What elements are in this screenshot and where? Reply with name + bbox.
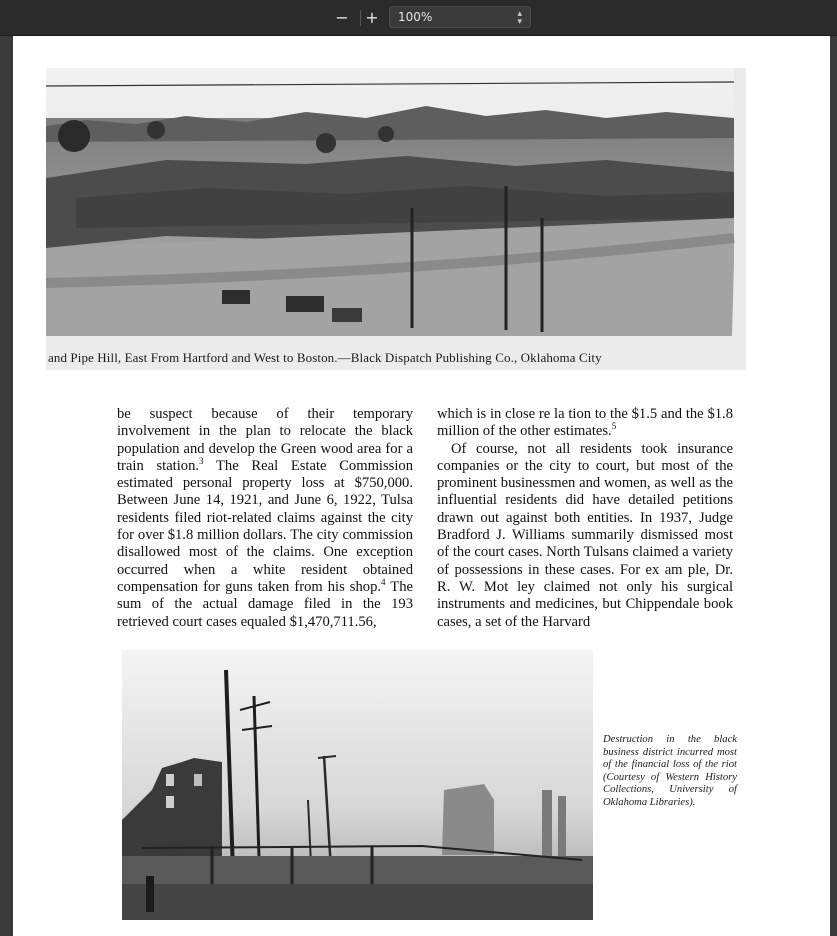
footnote-ref: 4 (381, 577, 386, 588)
footnote-ref: 3 (199, 456, 204, 467)
text-column-left (117, 406, 413, 631)
document-page (13, 36, 830, 936)
zoom-level-select[interactable] (389, 6, 531, 28)
paragraph-text: which is in close re la tion to the $1.5 and the $1.8 million of the other estimates. (437, 406, 733, 440)
text-column-right (437, 406, 733, 631)
chevron-updown-icon: ▴ ▾ (517, 9, 522, 27)
paragraph-text: The sum of the actual damage filed in the 193 retrieved court cases equaled $1,470,711.56, (117, 578, 413, 630)
ruins-photo (122, 650, 593, 920)
zoom-in-button[interactable]: + (365, 8, 379, 27)
paragraph-text: be suspect because of their temporary involvement in the plan to relocate the black population and develop the Green wood area for a train station. (117, 406, 413, 474)
panorama-image (46, 68, 746, 370)
footnote-ref: 5 (611, 421, 617, 432)
photo-caption: Destruction in the black business district incurred most of the financial loss of the riot (Courtesy of Western History Collections, University of Oklahoma Libraries). (603, 734, 737, 808)
paragraph (117, 406, 413, 631)
paragraph: Of course, not all residents took insurance companies or the city to court, but most of the prominent businessmen and women, as well as the influential residents did have detailed petitions drawn out against both entities. In 1937, Judge Bradford J. Williams summarily dismissed most of the court cases. North Tulsans claimed a variety of possessions in these cases. For ex am ple, Dr. R. W. Mot ley claimed not only his surgical instruments and medicines, but Chippendale book cases, a set of the Harvard (437, 440, 733, 630)
zoom-level-value: 100% (398, 10, 433, 24)
panorama-photo (46, 68, 746, 370)
zoom-out-button[interactable]: − (335, 8, 349, 27)
viewer-toolbar (0, 0, 837, 36)
paragraph-text: The Real Estate Commission estimated personal property loss at $750,000. Between June 14, 1921, and June 6, 1922, Tulsa residents filed riot-related claims against the city for over $1.8 million dollars. The city commission disallowed most of the claims. One exception occurred when a white resident obtained compensation for guns taken from his shop. (117, 457, 413, 595)
paragraph (437, 406, 733, 441)
ruins-image (122, 650, 593, 920)
panorama-caption: and Pipe Hill, East From Hartford and West to Boston.—Black Dispatch Publishing Co., Oklahoma City (48, 350, 602, 365)
toolbar-divider (360, 10, 361, 26)
